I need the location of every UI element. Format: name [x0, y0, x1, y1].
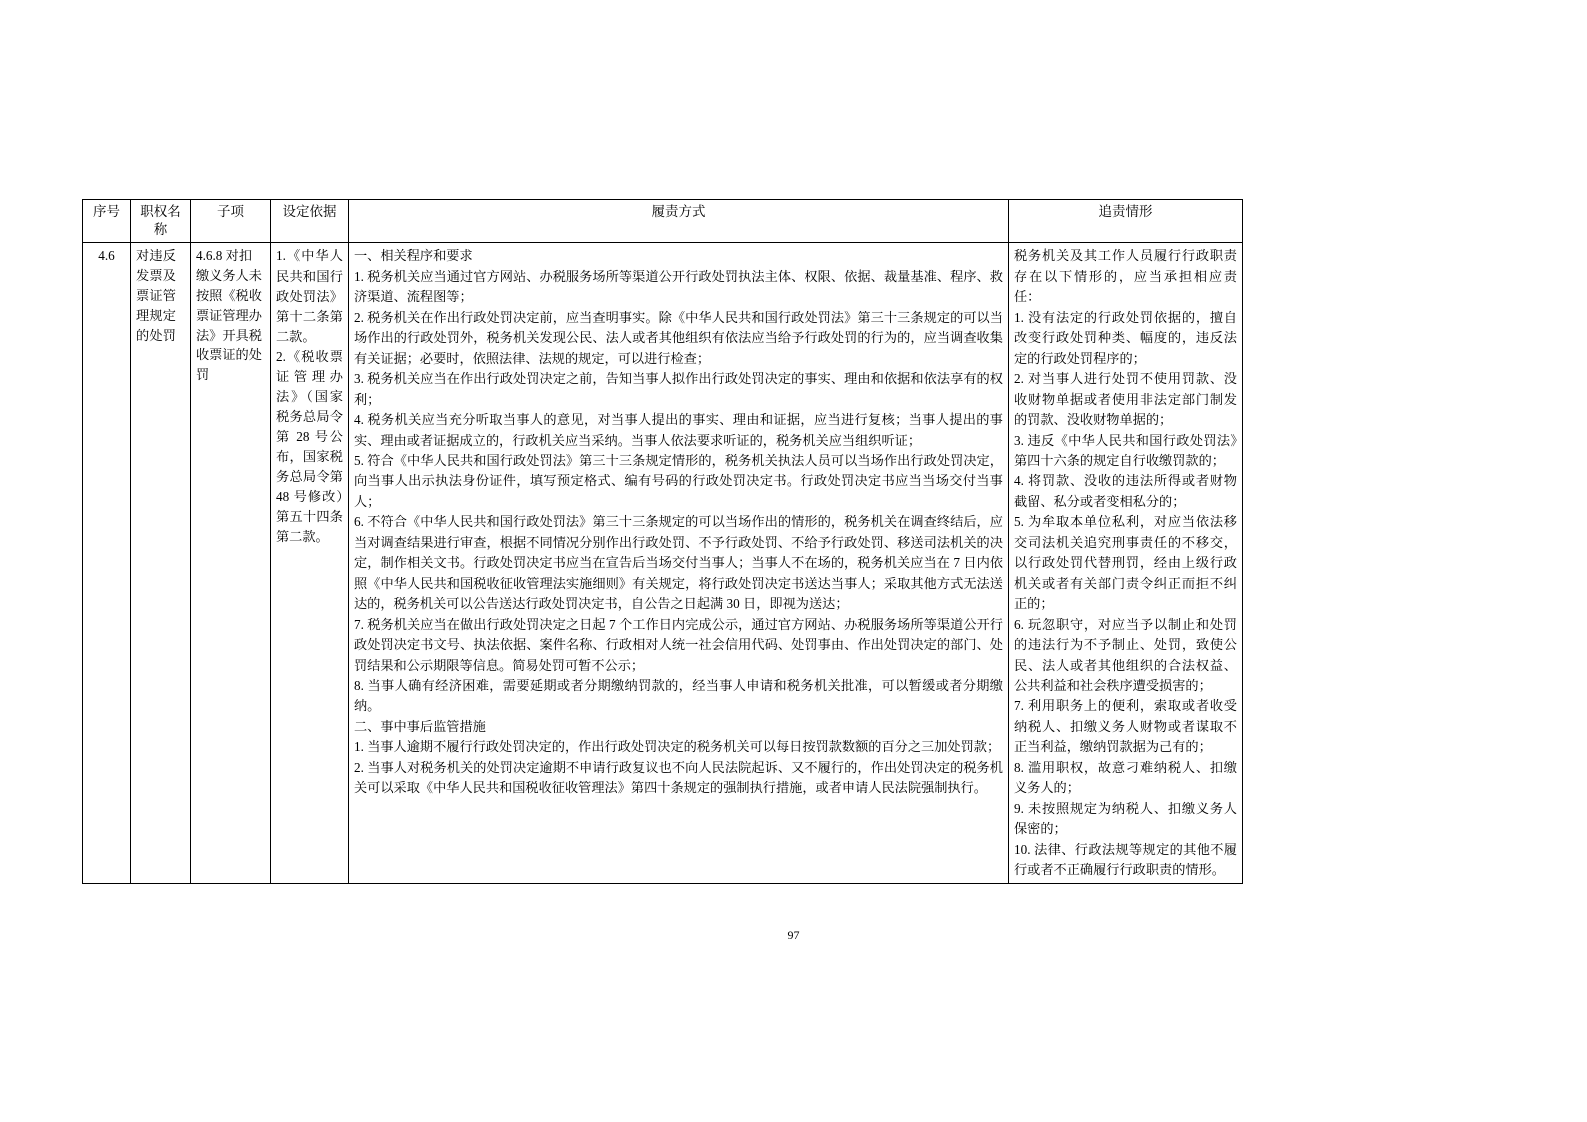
table-body: [83, 243, 1243, 884]
duty-paragraph: 1. 当事人逾期不履行行政处罚决定的，作出行政处罚决定的税务机关可以每日按罚款数额的百分之三加处罚款；: [354, 739, 1001, 755]
accountability-paragraph: 9. 未按照规定为纳税人、扣缴义务人保密的；: [1014, 800, 1237, 837]
accountability-paragraph: 6. 玩忽职守，对应当予以制止和处罚的违法行为不予制止、处罚，致使公民、法人或者其他组织的合法权益、公共利益和社会秩序遭受损害的；: [1014, 616, 1237, 693]
duty-paragraph: 2. 当事人对税务机关的处罚决定逾期不申请行政复议也不向人民法院起诉、又不履行的，作出处罚决定的税务机关可以采取《中华人民共和国税收征收管理法》第四十条规定的强制执行措施，或者申请人民法院强制执行。: [354, 759, 1003, 796]
accountability-paragraph: 10. 法律、行政法规等规定的其他不履行或者不正确履行行政职责的情形。: [1014, 841, 1237, 878]
table-header-row: [83, 200, 1243, 243]
header-authority-name: 职权名称: [131, 200, 191, 243]
header-duty-method: 履责方式: [349, 200, 1009, 243]
duty-paragraph: 6. 不符合《中华人民共和国行政处罚法》第三十三条规定的可以当场作出的情形的，税务机关在调查终结后，应当对调查结果进行审查，根据不同情况分别作出行政处罚、不予行政处罚、不给予行政处罚、移送司法机关的决定，制作相关文书。行政处罚决定书应当在宣告后当场交付当事人；当事人不在场的，税务机关应当在 7 日内依照《中华人民共和国税收征收管理法实施细则》有关规定，将行政处罚决定书送达当事人；采取其他方式无法送达的，税务机关可以公告送达行政处罚决定书，自公告之日起满 30 日，即视为送达；: [354, 514, 1003, 612]
duty-paragraph: 一、相关程序和要求: [354, 248, 473, 264]
basis-paragraph: 2.《税收票证管理办法》（国家税务总局令第 28 号公布，国家税务总局令第 48 号修改）第五十四条第二款。: [276, 348, 343, 545]
duty-paragraph: 1. 税务机关应当通过官方网站、办税服务场所等渠道公开行政处罚执法主体、权限、依据、裁量基准、程序、救济渠道、流程图等；: [354, 268, 1003, 305]
cell-authority-name: 对违反发票及票证管理规定的处罚: [131, 243, 191, 884]
duty-paragraph: 二、事中事后监管措施: [354, 718, 486, 734]
accountability-paragraph: 5. 为牟取本单位私利，对应当依法移交司法机关追究刑事责任的不移交，以行政处罚代替刑罚，经由上级行政机关或者有关部门责令纠正而拒不纠正的；: [1014, 514, 1237, 612]
cell-duty-method: [349, 243, 1009, 884]
header-accountability: 追责情形: [1009, 200, 1243, 243]
cell-seq: 4.6: [83, 243, 131, 884]
cell-basis: [271, 243, 349, 884]
page-number: 97: [787, 928, 800, 942]
accountability-paragraph: 2. 对当事人进行处罚不使用罚款、没收财物单据或者使用非法定部门制发的罚款、没收财物单据的；: [1014, 371, 1237, 428]
accountability-paragraph: 税务机关及其工作人员履行行政职责存在以下情形的，应当承担相应责任：: [1014, 248, 1237, 305]
cell-accountability: [1009, 243, 1243, 884]
duty-paragraph: 4. 税务机关应当充分听取当事人的意见，对当事人提出的事实、理由和证据，应当进行复核；当事人提出的事实、理由或者证据成立的，行政机关应当采纳。当事人依法要求听证的，税务机关应当组织听证；: [354, 412, 1003, 448]
cell-sub-item: 4.6.8 对扣缴义务人未按照《税收票证管理办法》开具税收票证的处罚: [191, 243, 271, 884]
header-seq: 序号: [83, 200, 131, 243]
accountability-paragraph: 3. 违反《中华人民共和国行政处罚法》第四十六条的规定自行收缴罚款的；: [1014, 432, 1237, 468]
duty-paragraph: 8. 当事人确有经济困难，需要延期或者分期缴纳罚款的，经当事人申请和税务机关批准，可以暂缓或者分期缴纳。: [354, 677, 1003, 714]
header-basis: 设定依据: [271, 200, 349, 243]
table-header: [83, 200, 1243, 243]
duty-paragraph: 7. 税务机关应当在做出行政处罚决定之日起 7 个工作日内完成公示，通过官方网站、办税服务场所等渠道公开行政处罚决定书文号、执法依据、案件名称、行政相对人统一社会信用代码、处罚事由、作出处罚决定的部门、处罚结果和公示期限等信息。简易处罚可暂不公示；: [354, 616, 1003, 673]
duty-paragraph: 5. 符合《中华人民共和国行政处罚法》第三十三条规定情形的，税务机关执法人员可以当场作出行政处罚决定，向当事人出示执法身份证件，填写预定格式、编有号码的行政处罚决定书。行政处罚决定书应当当场交付当事人；: [354, 452, 1003, 509]
authority-table: [82, 199, 1243, 884]
header-sub-item: 子项: [191, 200, 271, 243]
duty-paragraph: 3. 税务机关应当在作出行政处罚决定之前，告知当事人拟作出行政处罚决定的事实、理由和依据和依法享有的权利；: [354, 371, 1003, 407]
accountability-paragraph: 4. 将罚款、没收的违法所得或者财物截留、私分或者变相私分的；: [1014, 473, 1237, 509]
table-row: [83, 243, 1243, 884]
accountability-paragraph: 7. 利用职务上的便利，索取或者收受纳税人、扣缴义务人财物或者谋取不正当利益，缴纳罚款据为己有的；: [1014, 698, 1237, 755]
accountability-paragraph: 1. 没有法定的行政处罚依据的，擅自改变行政处罚种类、幅度的，违反法定的行政处罚程序的；: [1014, 309, 1237, 366]
basis-paragraph: 1.《中华人民共和国行政处罚法》第十二条第二款。: [276, 248, 343, 344]
duty-paragraph: 2. 税务机关在作出行政处罚决定前，应当查明事实。除《中华人民共和国行政处罚法》第三十三条规定的可以当场作出的行政处罚外，税务机关发现公民、法人或者其他组织有依法应当给予行政处罚的行为的，应当调查收集有关证据；必要时，依照法律、法规的规定，可以进行检查；: [354, 309, 1003, 366]
accountability-paragraph: 8. 滥用职权，故意刁难纳税人、扣缴义务人的；: [1014, 759, 1237, 796]
